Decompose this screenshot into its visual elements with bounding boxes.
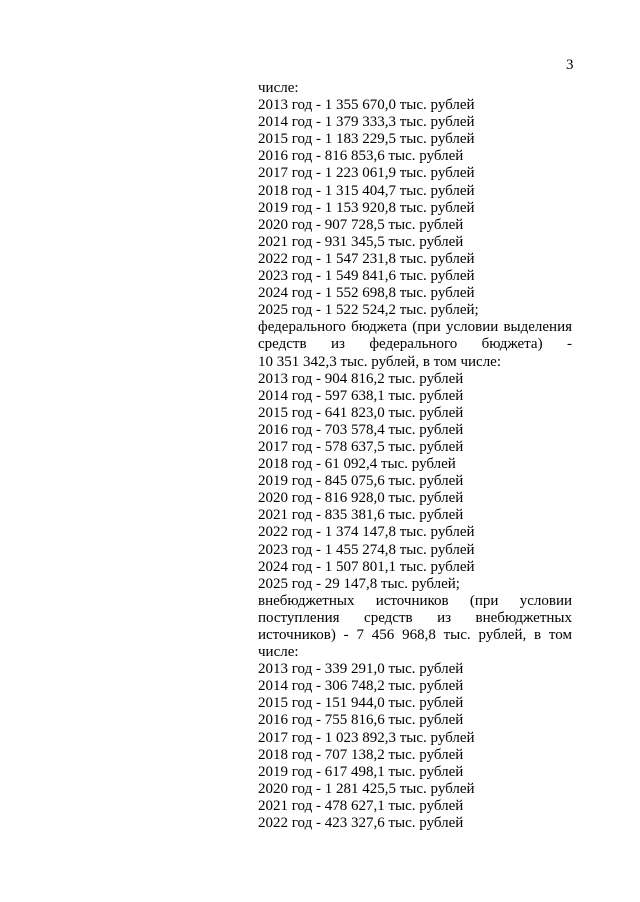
list-item: 2015 год - 1 183 229,5 тыс. рублей <box>258 131 475 148</box>
list-item: 2013 год - 1 355 670,0 тыс. рублей <box>258 97 475 114</box>
list-item: 2014 год - 597 638,1 тыс. рублей <box>258 387 464 404</box>
list-item: 2021 год - 478 627,1 тыс. рублей <box>258 797 464 814</box>
document-body <box>258 80 572 832</box>
list-item: 2020 год - 816 928,0 тыс. рублей <box>258 490 464 507</box>
list-item: 2018 год - 1 315 404,7 тыс. рублей <box>258 182 475 199</box>
list-item: 2013 год - 904 816,2 тыс. рублей <box>258 370 464 387</box>
list-item: 2015 год - 151 944,0 тыс. рублей <box>258 695 464 712</box>
list-item: 2024 год - 1 552 698,8 тыс. рублей <box>258 285 475 302</box>
list-item: 2021 год - 931 345,5 тыс. рублей <box>258 233 464 250</box>
list-item: 2023 год - 1 549 841,6 тыс. рублей <box>258 268 475 285</box>
list-item: 2020 год - 1 281 425,5 тыс. рублей <box>258 780 475 797</box>
list-item: 2017 год - 1 223 061,9 тыс. рублей <box>258 165 475 182</box>
list-item: 2014 год - 306 748,2 тыс. рублей <box>258 678 464 695</box>
list-item: 2022 год - 423 327,6 тыс. рублей <box>258 815 464 832</box>
list-item: 2016 год - 816 853,6 тыс. рублей <box>258 148 464 165</box>
list-item: 2024 год - 1 507 801,1 тыс. рублей <box>258 558 475 575</box>
list-item: 2019 год - 845 075,6 тыс. рублей <box>258 473 464 490</box>
list-item: 2014 год - 1 379 333,3 тыс. рублей <box>258 114 475 131</box>
extrabudgetary-heading-line2: поступления средств из внебюджетных <box>258 609 572 626</box>
list-item: 2018 год - 61 092,4 тыс. рублей <box>258 456 456 473</box>
list-item: 2013 год - 339 291,0 тыс. рублей <box>258 661 464 678</box>
block1-intro: числе: <box>258 80 299 96</box>
list-item: 2017 год - 1 023 892,3 тыс. рублей <box>258 729 475 746</box>
list-item: 2022 год - 1 374 147,8 тыс. рублей <box>258 524 475 541</box>
list-item: 2025 год - 29 147,8 тыс. рублей; <box>258 575 460 592</box>
list-item: 2015 год - 641 823,0 тыс. рублей <box>258 404 464 421</box>
list-item: 2018 год - 707 138,2 тыс. рублей <box>258 746 464 763</box>
page-number: 3 <box>566 57 574 73</box>
list-item: 2023 год - 1 455 274,8 тыс. рублей <box>258 541 475 558</box>
list-item: 2019 год - 617 498,1 тыс. рублей <box>258 763 464 780</box>
list-item: 2017 год - 578 637,5 тыс. рублей <box>258 438 464 455</box>
list-item: 2021 год - 835 381,6 тыс. рублей <box>258 507 464 524</box>
list-item: 2016 год - 755 816,6 тыс. рублей <box>258 712 464 729</box>
federal-budget-heading-line1: федерального бюджета (при условии выделения <box>258 319 572 336</box>
list-item: 2020 год - 907 728,5 тыс. рублей <box>258 216 464 233</box>
list-item: 2025 год - 1 522 524,2 тыс. рублей; <box>258 302 479 319</box>
federal-budget-heading-line3: 10 351 342,3 тыс. рублей, в том числе: <box>258 353 502 370</box>
list-item: 2019 год - 1 153 920,8 тыс. рублей <box>258 199 475 216</box>
extrabudgetary-heading-line1: внебюджетных источников (при условии <box>258 592 572 609</box>
federal-budget-heading-line2: средств из федерального бюджета) - <box>258 336 572 353</box>
extrabudgetary-heading-line3: источников) - 7 456 968,8 тыс. рублей, в том <box>258 627 572 643</box>
list-item: 2022 год - 1 547 231,8 тыс. рублей <box>258 250 475 267</box>
extrabudgetary-heading-line4: числе: <box>258 644 299 661</box>
list-item: 2016 год - 703 578,4 тыс. рублей <box>258 421 464 438</box>
